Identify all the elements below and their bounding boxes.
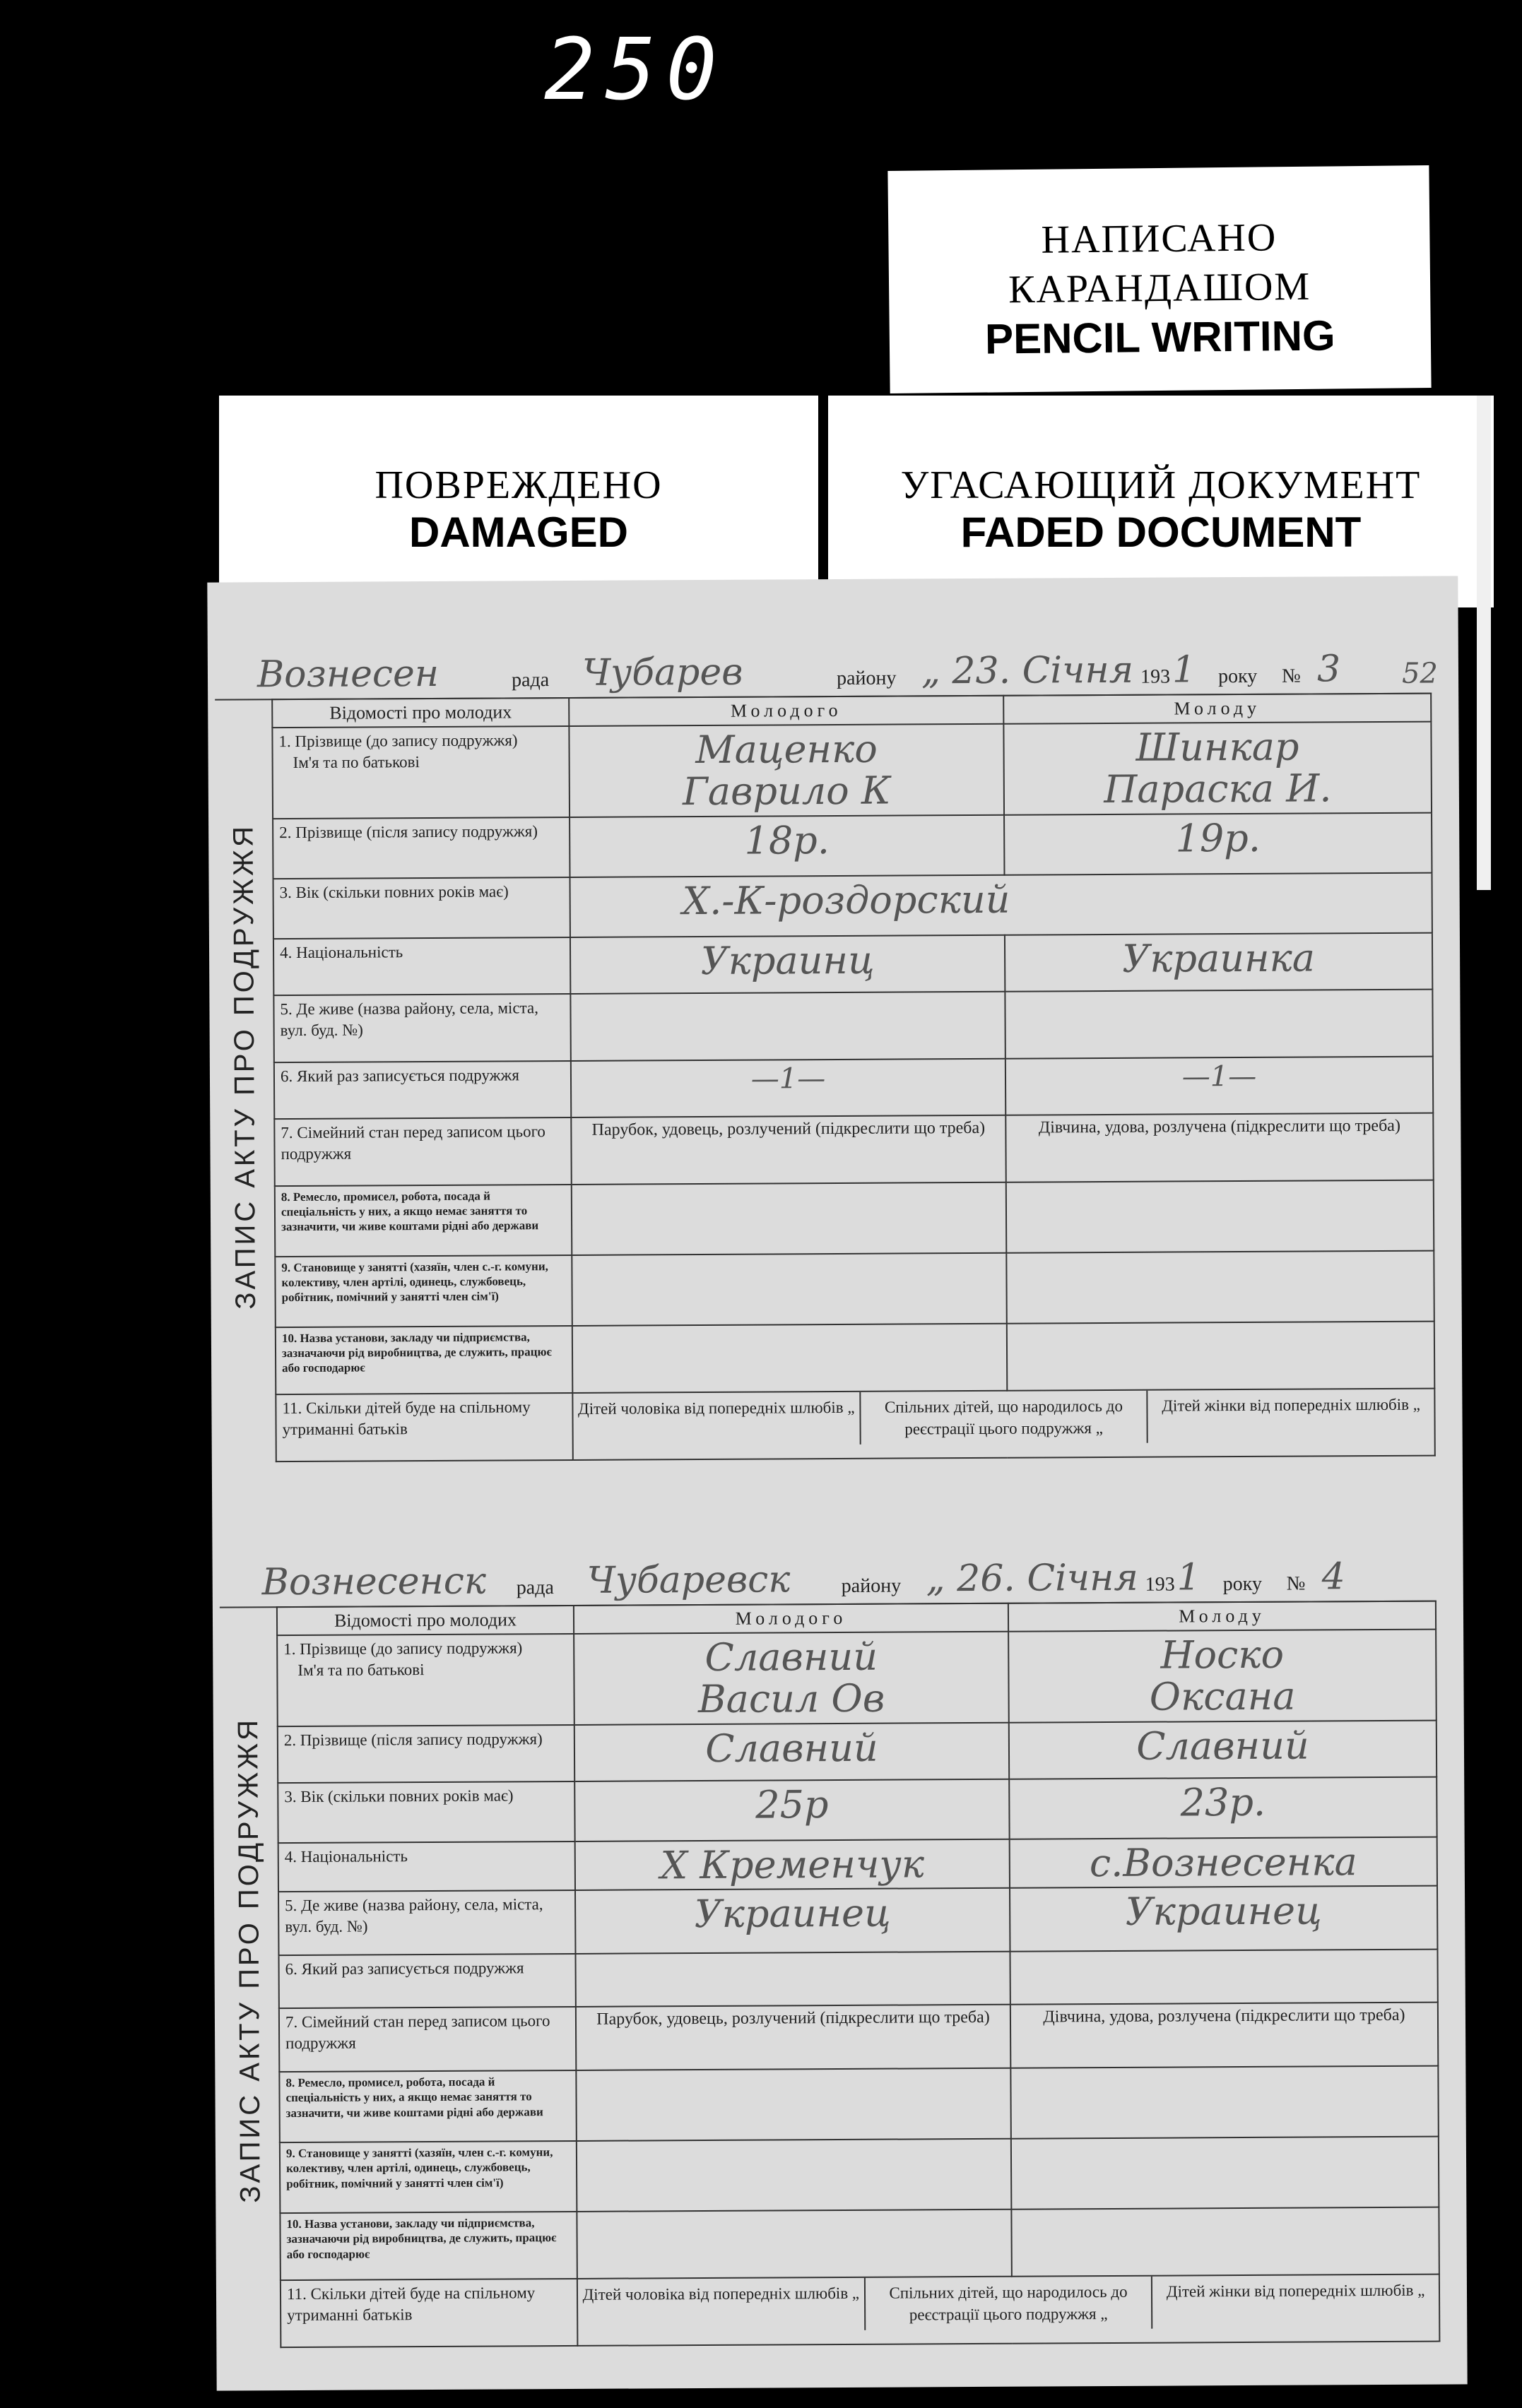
faded-label-en: FADED DOCUMENT xyxy=(960,509,1362,556)
groom-age-cell xyxy=(574,1779,1009,1841)
rada-label: рада xyxy=(516,1577,554,1599)
groom-q6-cell xyxy=(575,1952,1010,2007)
q3: 3. Вік (скільки повних років має) xyxy=(273,877,570,939)
date-value: „ 26. Січня xyxy=(926,1556,1139,1601)
groom-q10-cell xyxy=(577,2210,1011,2279)
bride-residence: с.Вознесенка xyxy=(1089,1839,1357,1885)
bride-nationality-cell xyxy=(1010,1886,1437,1952)
number-label: № xyxy=(1281,665,1301,687)
bride-name: Параска И. xyxy=(1104,766,1332,812)
groom-residence: Х.-К-роздорский xyxy=(682,877,1010,923)
groom-nationality: Украинц xyxy=(700,937,875,983)
q7: 7. Сімейний стан перед записом цього подружжя xyxy=(279,2007,576,2072)
damaged-label-en: DAMAGED xyxy=(409,509,628,556)
q4: 4. Національність xyxy=(273,937,570,995)
bride-residence-cell xyxy=(1010,1837,1437,1888)
year-suffix: 1 xyxy=(1172,648,1196,692)
bride-age: 19р. xyxy=(1175,815,1261,861)
bride-name-cell xyxy=(1008,1630,1437,1723)
bride-age-cell xyxy=(1009,1777,1437,1839)
bride-nationality: Украинец xyxy=(1125,1888,1322,1935)
groom-residence: Х Кременчук xyxy=(660,1841,925,1888)
groom-surname: Маценко xyxy=(695,726,878,773)
groom-age-cell xyxy=(570,815,1004,877)
pencil-label-ru: НАПИСАНО КАРАНДАШОМ xyxy=(1008,215,1311,312)
pencil-writing-label xyxy=(887,165,1431,393)
groom-age: 18р. xyxy=(744,817,830,863)
groom-nationality: Украинец xyxy=(694,1890,891,1937)
bride-q9-cell xyxy=(1011,2137,1439,2210)
side-paper-strip xyxy=(1477,396,1491,890)
side-title xyxy=(220,1606,280,2313)
rada-label: рада xyxy=(511,669,550,692)
record-number: 4 xyxy=(1321,1555,1345,1599)
q10: 10. Назва установи, закладу чи підприємства, зазначаючи рід виробництва, де служить, працює або господарює xyxy=(280,2212,577,2280)
q3: 3. Вік (скільки повних років має) xyxy=(278,1781,574,1843)
children-common: Спільних дітей, що народилось до реєстрації цього подружжя „ xyxy=(861,1390,1148,1444)
col-info-header: Відомості про молодих xyxy=(272,698,569,728)
groom-surname: Славний xyxy=(704,1634,878,1680)
number-label: № xyxy=(1286,1572,1306,1595)
q8: 8. Ремесло, промисел, робота, посада й спеціальність у них, а якщо немає заняття то зазначити, чи живе коштами рідні або держави xyxy=(279,2070,577,2142)
pencil-label-en: PENCIL WRITING xyxy=(984,312,1335,363)
year-label: року xyxy=(1222,1572,1263,1596)
col-info-header: Відомості про молодих xyxy=(277,1606,574,1635)
rada-value: Вознесенск xyxy=(261,1560,487,1604)
groom-surname-after-cell xyxy=(574,1723,1009,1781)
groom-status-text: Парубок, удовець, розлучений (підкреслити що треба) xyxy=(596,2008,990,2029)
raion-value: Чубаревск xyxy=(586,1558,791,1602)
children-cell xyxy=(577,2274,1439,2346)
col-bride-header: Молоду xyxy=(1008,1601,1436,1632)
groom-times-cell xyxy=(571,1059,1005,1117)
groom-name-cell xyxy=(574,1632,1009,1725)
q1 xyxy=(277,1634,574,1726)
q6: 6. Який раз записується подружжя xyxy=(278,1954,575,2008)
groom-name: Васил Ов xyxy=(697,1676,885,1722)
col-bride-header: Молоду xyxy=(1003,694,1431,724)
bride-name-cell xyxy=(1003,722,1432,815)
groom-times: —1— xyxy=(750,1062,826,1096)
bride-nationality-cell xyxy=(1005,932,1432,991)
groom-q9-cell xyxy=(577,2139,1012,2212)
bride-q8-cell xyxy=(1006,1180,1434,1252)
groom-status-cell xyxy=(576,2005,1010,2070)
q9: 9. Становище у занятті (хазяїн, член с.-г. комуни, колективу, член артілі, одинець, службовець, робітник, помічний у занятті член сім'ї) xyxy=(280,2141,577,2213)
bride-status-cell xyxy=(1010,2003,1438,2068)
q7: 7. Сімейний стан перед записом цього подружжя xyxy=(274,1117,571,1186)
groom-q8-cell xyxy=(572,1182,1007,1255)
groom-nationality-cell xyxy=(575,1888,1010,1954)
marriage-record-2 xyxy=(219,1534,1434,2325)
bride-times: —1— xyxy=(1181,1060,1257,1093)
bride-q5-cell xyxy=(1005,989,1432,1058)
year-label: року xyxy=(1217,665,1258,688)
rada-value: Вознесен xyxy=(256,652,440,696)
bride-q9-cell xyxy=(1006,1250,1434,1323)
q8: 8. Ремесло, промисел, робота, посада й спеціальність у них, а якщо немає заняття то зазначити, чи живе коштами рідні або держави xyxy=(275,1185,572,1257)
bride-surname-after-cell xyxy=(1009,1720,1437,1779)
groom-name: Гаврило К xyxy=(682,768,891,814)
side-title-text: ЗАПИС АКТУ ПРО ПОДРУЖЖЯ xyxy=(228,823,262,1310)
groom-q10-cell xyxy=(572,1324,1007,1393)
bride-q6-cell xyxy=(1010,1950,1437,2005)
damaged-label xyxy=(219,396,818,607)
side-title-text: ЗАПИС АКТУ ПРО ПОДРУЖЖЯ xyxy=(232,1716,266,2203)
bride-age: 23р. xyxy=(1180,1779,1266,1825)
bride-surname-after: Славний xyxy=(1136,1723,1309,1769)
year-suffix: 1 xyxy=(1176,1556,1201,1599)
record-header xyxy=(215,626,1439,701)
q2: 2. Прізвище (після запису подружжя) xyxy=(273,817,570,879)
children-husband: Дітей чоловіка від попередніх шлюбів „ xyxy=(578,2278,866,2332)
bride-status-cell xyxy=(1005,1113,1433,1182)
year-prefix: 193 xyxy=(1145,1573,1175,1596)
date-value: „ 23. Січня xyxy=(921,648,1134,693)
bride-q8-cell xyxy=(1010,2066,1439,2139)
frame-number: 250 xyxy=(544,21,727,119)
raion-label: району xyxy=(836,667,897,689)
damaged-label-ru: ПОВРЕЖДЕНО xyxy=(374,463,663,507)
faded-label-ru: УГАСАЮЩИЙ ДОКУМЕНТ xyxy=(900,463,1422,507)
record-table xyxy=(271,693,1436,1462)
children-common: Спільних дітей, що народилось до реєстрації цього подружжя „ xyxy=(866,2277,1153,2330)
q10: 10. Назва установи, закладу чи підприємства, зазначаючи рід виробництва, де служить, працює або господарює xyxy=(276,1326,572,1394)
col-groom-header: Молодого xyxy=(569,696,1003,726)
q2: 2. Прізвище (після запису подружжя) xyxy=(278,1725,574,1783)
record-header xyxy=(219,1534,1434,1608)
groom-q8-cell xyxy=(576,2068,1011,2141)
q6: 6. Який раз записується подружжя xyxy=(274,1061,571,1119)
bride-times-cell xyxy=(1005,1056,1433,1115)
year-prefix: 193 xyxy=(1140,665,1171,688)
bride-status-text: Дівчина, удова, розлучена (підкреслити що треба) xyxy=(1043,2005,1405,2027)
q4: 4. Національність xyxy=(278,1841,575,1892)
bride-age-cell xyxy=(1004,812,1432,874)
raion-value: Чубарев xyxy=(582,651,743,694)
q1b-label: Ім'я та по батькові xyxy=(293,752,420,771)
groom-status-text: Парубок, удовець, розлучений (підкреслити що треба) xyxy=(591,1118,986,1139)
groom-q5-cell xyxy=(570,992,1005,1061)
q5: 5. Де живе (назва району, села, міста, вул. буд. №) xyxy=(278,1890,575,1955)
col-groom-header: Молодого xyxy=(574,1603,1008,1634)
bride-surname: Носко xyxy=(1160,1632,1285,1678)
groom-nationality-cell xyxy=(570,935,1005,994)
groom-q9-cell xyxy=(572,1253,1007,1326)
bride-q10-cell xyxy=(1011,2207,1439,2277)
bride-name: Оксана xyxy=(1149,1674,1296,1720)
bride-q10-cell xyxy=(1007,1321,1434,1390)
record-table xyxy=(276,1601,1440,2349)
q1-label: 1. Прізвище (до запису подружжя) xyxy=(283,1639,523,1659)
residence-cell xyxy=(570,872,1432,937)
bride-status-text: Дівчина, удова, розлучена (підкреслити що треба) xyxy=(1038,1116,1400,1137)
groom-surname-after: Славний xyxy=(705,1725,878,1771)
raion-label: району xyxy=(841,1574,902,1597)
margin-note: 52 xyxy=(1401,657,1439,690)
bride-nationality: Украинка xyxy=(1122,935,1316,981)
q11: 11. Скільки дітей буде на спільному утриманні батьків xyxy=(281,2279,577,2347)
children-cell xyxy=(572,1388,1434,1459)
marriage-record-1 xyxy=(215,626,1439,1438)
groom-name-cell xyxy=(569,724,1004,817)
bride-surname: Шинкар xyxy=(1135,724,1299,770)
children-wife: Дітей жінки від попередніх шлюбів „ xyxy=(1166,2281,1425,2301)
groom-status-cell xyxy=(571,1115,1005,1185)
children-wife: Дітей жінки від попередніх шлюбів „ xyxy=(1162,1395,1420,1415)
q5: 5. Де живе (назва району, села, міста, вул. буд. №) xyxy=(273,994,570,1062)
q11: 11. Скільки дітей буде на спільному утриманні батьків xyxy=(276,1393,572,1461)
q1b-label: Ім'я та по батькові xyxy=(297,1660,425,1679)
children-husband: Дітей чоловіка від попередніх шлюбів „ xyxy=(573,1392,861,1446)
q1 xyxy=(272,726,570,819)
groom-age: 25р xyxy=(755,1781,829,1827)
q9: 9. Становище у занятті (хазяїн, член с.-г. комуни, колективу, член артілі, одинець, службовець, робітник, помічний у занятті член сім'ї) xyxy=(275,1255,572,1327)
side-title xyxy=(215,699,275,1433)
document-page xyxy=(207,576,1467,2390)
q1-label: 1. Прізвище (до запису подружжя) xyxy=(278,731,518,751)
record-number: 3 xyxy=(1316,648,1341,691)
groom-residence-cell xyxy=(575,1839,1010,1891)
